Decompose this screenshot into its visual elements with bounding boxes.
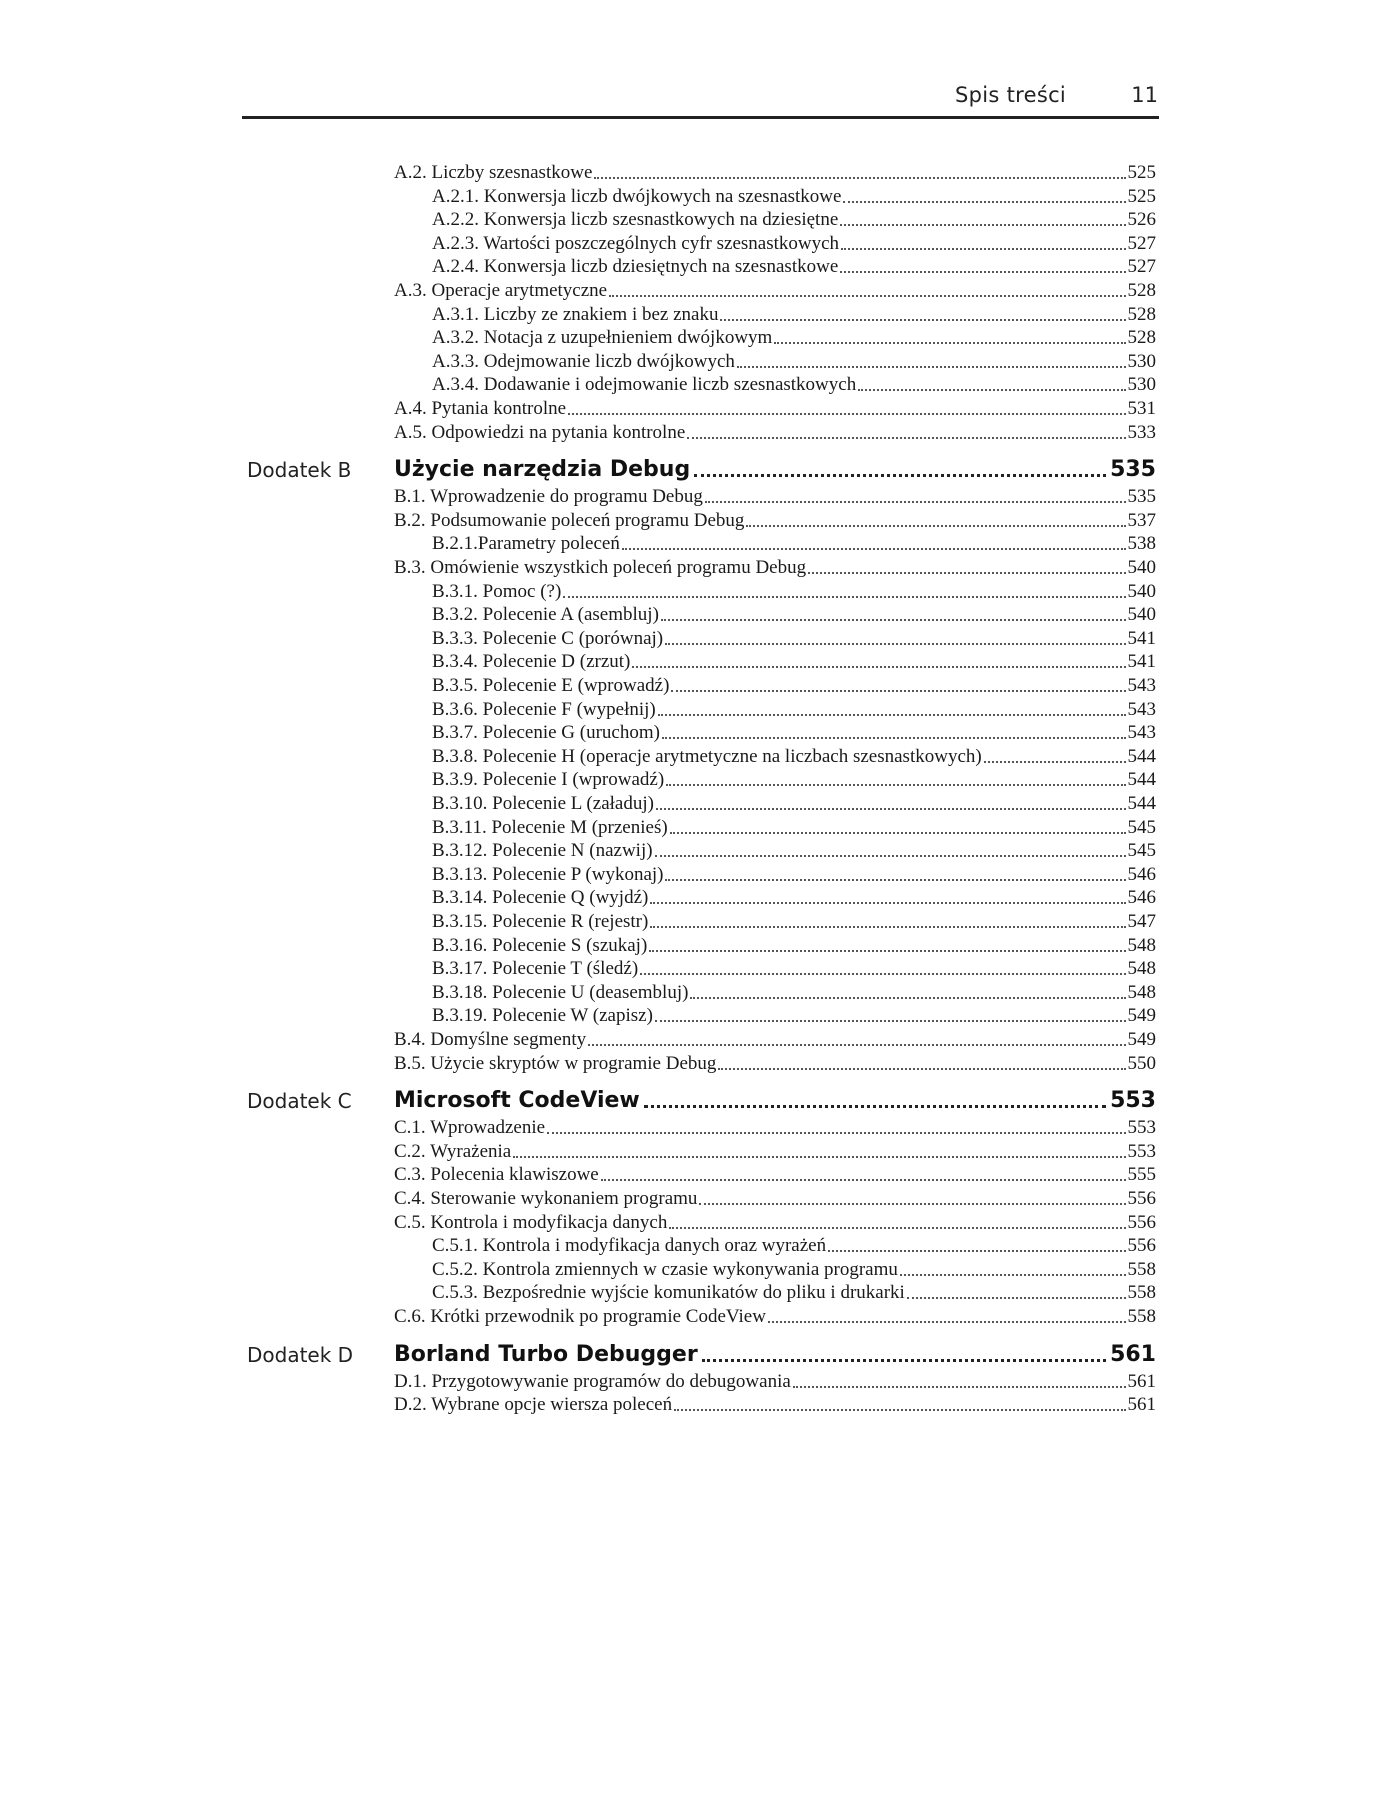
entry-page-number: 528	[1127, 280, 1156, 301]
dot-leader	[840, 271, 1125, 273]
chapter-title: Microsoft CodeView	[394, 1088, 640, 1114]
toc-section-entry[interactable]	[394, 1029, 1156, 1051]
entry-page-number: 540	[1127, 580, 1156, 602]
toc-entry-row	[0, 510, 1400, 532]
dot-leader	[793, 1386, 1126, 1388]
chapter-page-number: 535	[1110, 457, 1156, 483]
entry-page-number: 535	[1127, 486, 1156, 508]
toc-entry-row	[0, 1005, 1400, 1027]
entry-title: B.2.1.Parametry poleceń	[432, 533, 620, 555]
toc-entry-row	[0, 604, 1400, 626]
dot-leader	[720, 319, 1125, 321]
entry-page-number: 528	[1127, 327, 1156, 349]
toc-section-entry[interactable]	[394, 422, 1156, 444]
entry-title: A.2.4. Konwersja liczb dziesiętnych na szesnastkowe	[432, 256, 839, 278]
entry-page-number: 540	[1127, 557, 1156, 578]
entry-page-number: 525	[1127, 185, 1156, 207]
dot-leader	[658, 714, 1126, 716]
entry-page-number: 545	[1127, 816, 1156, 838]
toc-entry-row	[0, 1141, 1400, 1163]
toc-subsection-entry[interactable]	[432, 911, 1156, 933]
dot-leader	[547, 1132, 1125, 1134]
entry-page-number: 547	[1127, 911, 1156, 932]
entry-title: B.3.11. Polecenie M (przenieś)	[432, 816, 668, 838]
toc-entry-row	[0, 557, 1400, 579]
entry-title: C.5.3. Bezpośrednie wyjście komunikatów do pliku i drukarki	[432, 1282, 905, 1304]
dot-leader	[601, 1179, 1126, 1181]
toc-entry-row	[0, 1259, 1400, 1281]
chapter-label: Dodatek D	[247, 1342, 354, 1367]
toc-entry-row	[0, 256, 1400, 278]
toc-subsection-entry[interactable]	[432, 604, 1156, 626]
toc-subsection-entry[interactable]	[432, 233, 1156, 255]
entry-title: A.3.3. Odejmowanie liczb dwójkowych	[432, 350, 735, 372]
dot-leader	[650, 902, 1125, 904]
toc-entry-row	[0, 840, 1400, 862]
entry-page-number: 530	[1127, 374, 1156, 396]
dot-leader	[808, 572, 1125, 574]
toc-chapter-row	[0, 1341, 1400, 1369]
toc-entry-row	[0, 1235, 1400, 1257]
toc-section-entry[interactable]	[394, 486, 1156, 508]
toc-entry-row	[0, 1371, 1400, 1393]
dot-leader	[687, 437, 1125, 439]
entry-title: B.3.6. Polecenie F (wypełnij)	[432, 698, 656, 720]
toc-section-entry[interactable]	[394, 1141, 1156, 1163]
entry-page-number: 538	[1127, 533, 1156, 555]
entry-title: C.5.1. Kontrola i modyfikacja danych oraz wyrażeń	[432, 1235, 827, 1257]
toc-section-entry[interactable]	[394, 280, 1156, 302]
entry-title: C.2. Wyrażenia	[394, 1140, 512, 1162]
entry-page-number: 544	[1127, 745, 1156, 767]
toc-entry-row	[0, 1117, 1400, 1139]
dot-leader	[699, 1203, 1125, 1205]
entry-page-number: 541	[1127, 651, 1156, 673]
entry-page-number: 545	[1127, 840, 1156, 862]
toc-entry-row	[0, 186, 1400, 208]
chapter-title: Użycie narzędzia Debug	[394, 457, 691, 483]
dot-leader	[655, 1020, 1126, 1022]
toc-subsection-entry[interactable]	[432, 304, 1156, 326]
toc-section-entry[interactable]	[394, 510, 1156, 532]
toc-entry-row	[0, 651, 1400, 673]
toc-entry-row	[0, 209, 1400, 231]
entry-page-number: 525	[1127, 162, 1156, 183]
entry-page-number: 543	[1127, 675, 1156, 696]
entry-page-number: 550	[1127, 1052, 1156, 1074]
toc-entry-row	[0, 1394, 1400, 1416]
dot-leader	[984, 761, 1126, 763]
entry-title: B.3.3. Polecenie C (porównaj)	[432, 627, 664, 649]
entry-title: B.3.17. Polecenie T (śledź)	[432, 958, 639, 980]
toc-entry-row	[0, 327, 1400, 349]
dot-leader	[609, 295, 1125, 297]
toc-section-entry[interactable]	[394, 1053, 1156, 1075]
entry-page-number: 556	[1127, 1188, 1156, 1209]
toc-subsection-entry[interactable]	[432, 581, 1156, 603]
dot-leader	[900, 1274, 1126, 1276]
dot-leader	[661, 619, 1126, 621]
entry-title: B.3.4. Polecenie D (zrzut)	[432, 651, 631, 673]
toc-subsection-entry[interactable]	[432, 935, 1156, 957]
toc-entry-row	[0, 1164, 1400, 1186]
entry-title: A.4. Pytania kontrolne	[394, 398, 567, 419]
dot-leader	[690, 997, 1125, 999]
entry-title: C.5. Kontrola i modyfikacja danych	[394, 1211, 668, 1233]
toc-subsection-entry[interactable]	[432, 533, 1156, 555]
dot-leader	[718, 1068, 1125, 1070]
entry-title: B.3. Omówienie wszystkich poleceń programu Debug	[394, 557, 807, 578]
toc-entry-row	[0, 1053, 1400, 1075]
running-header-title: Spis treści	[955, 83, 1067, 107]
entry-page-number: 541	[1127, 627, 1156, 649]
entry-title: A.3. Operacje arytmetyczne	[394, 280, 608, 301]
entry-page-number: 546	[1127, 887, 1156, 909]
dot-leader	[640, 973, 1125, 975]
entry-page-number: 561	[1127, 1370, 1156, 1392]
toc-entry-row	[0, 486, 1400, 508]
dot-leader	[513, 1156, 1125, 1158]
entry-page-number: 556	[1127, 1211, 1156, 1233]
dot-leader	[669, 1227, 1125, 1229]
chapter-label: Dodatek C	[247, 1089, 352, 1114]
entry-title: B.3.2. Polecenie A (asembluj)	[432, 604, 659, 626]
entry-title: C.5.2. Kontrola zmiennych w czasie wykonywania programu	[432, 1258, 898, 1280]
toc-entry-row	[0, 864, 1400, 886]
toc-section-entry[interactable]	[394, 1371, 1156, 1393]
dot-leader	[702, 1359, 1106, 1362]
toc-entry-row	[0, 887, 1400, 909]
entry-title: A.2.1. Konwersja liczb dwójkowych na szesnastkowe	[432, 185, 842, 207]
toc-subsection-entry[interactable]	[432, 982, 1156, 1004]
entry-page-number: 558	[1127, 1306, 1156, 1327]
toc-subsection-entry[interactable]	[432, 1235, 1156, 1257]
entry-title: B.3.13. Polecenie P (wykonaj)	[432, 863, 664, 885]
toc-section-entry[interactable]	[394, 1117, 1156, 1139]
toc-entry-row	[0, 911, 1400, 933]
toc-subsection-entry[interactable]	[432, 628, 1156, 650]
dot-leader	[656, 808, 1126, 810]
entry-title: C.1. Wprowadzenie	[394, 1117, 546, 1139]
toc-entry-row	[0, 304, 1400, 326]
entry-page-number: 548	[1127, 958, 1156, 980]
dot-leader	[563, 596, 1125, 598]
dot-leader	[666, 784, 1125, 786]
toc-entry-row	[0, 746, 1400, 768]
entry-title: B.3.14. Polecenie Q (wyjdź)	[432, 887, 649, 909]
toc-entry-row	[0, 533, 1400, 555]
entry-page-number: 533	[1127, 421, 1156, 443]
toc-entry-row	[0, 581, 1400, 603]
entry-title: D.2. Wybrane opcje wiersza poleceń	[394, 1394, 673, 1416]
entry-page-number: 543	[1127, 698, 1156, 720]
dot-leader	[632, 666, 1125, 668]
toc-subsection-entry[interactable]	[432, 699, 1156, 721]
dot-leader	[644, 1105, 1106, 1108]
toc-section-entry[interactable]	[394, 1188, 1156, 1210]
entry-page-number: 543	[1127, 722, 1156, 744]
dot-leader	[774, 342, 1125, 344]
toc-entry-row	[0, 280, 1400, 302]
entry-title: B.3.9. Polecenie I (wprowadź)	[432, 769, 665, 791]
entry-page-number: 531	[1127, 398, 1156, 419]
toc-section-entry[interactable]	[394, 1212, 1156, 1234]
entry-page-number: 544	[1127, 793, 1156, 814]
entry-page-number: 544	[1127, 769, 1156, 791]
toc-section-entry[interactable]	[394, 1394, 1156, 1416]
toc-entry-row	[0, 628, 1400, 650]
entry-page-number: 553	[1127, 1117, 1156, 1139]
toc-subsection-entry[interactable]	[432, 722, 1156, 744]
toc-subsection-entry[interactable]	[432, 675, 1156, 697]
dot-leader	[841, 248, 1125, 250]
entry-page-number: 527	[1127, 256, 1156, 278]
toc-subsection-entry[interactable]	[432, 351, 1156, 373]
dot-leader	[694, 474, 1106, 477]
entry-title: A.3.4. Dodawanie i odejmowanie liczb szesnastkowych	[432, 374, 857, 396]
toc-subsection-entry[interactable]	[432, 793, 1156, 815]
toc-entry-row	[0, 1282, 1400, 1304]
entry-page-number: 549	[1127, 1029, 1156, 1050]
toc-subsection-entry[interactable]	[432, 1282, 1156, 1304]
entry-page-number: 553	[1127, 1140, 1156, 1162]
entry-title: B.4. Domyślne segmenty	[394, 1029, 587, 1050]
dot-leader	[671, 690, 1125, 692]
toc-entry-row	[0, 1188, 1400, 1210]
dot-leader	[737, 366, 1126, 368]
entry-title: B.2. Podsumowanie poleceń programu Debug	[394, 509, 745, 531]
entry-page-number: 526	[1127, 209, 1156, 231]
dot-leader	[768, 1321, 1126, 1323]
toc-entry-row	[0, 233, 1400, 255]
toc-subsection-entry[interactable]	[432, 1005, 1156, 1027]
entry-page-number: 546	[1127, 863, 1156, 885]
entry-title: B.3.15. Polecenie R (rejestr)	[432, 911, 649, 932]
toc-subsection-entry[interactable]	[432, 374, 1156, 396]
toc-entry-row	[0, 374, 1400, 396]
toc-entry-row	[0, 398, 1400, 420]
toc-entry-row	[0, 1306, 1400, 1328]
toc-chapter-row	[0, 1087, 1400, 1115]
chapter-title-entry[interactable]	[394, 1341, 1156, 1369]
toc-section-entry[interactable]	[394, 162, 1156, 184]
entry-page-number: 537	[1127, 509, 1156, 531]
toc-entry-row	[0, 793, 1400, 815]
entry-page-number: 561	[1127, 1394, 1156, 1416]
toc-entry-row	[0, 935, 1400, 957]
toc-entry-row	[0, 675, 1400, 697]
toc-subsection-entry[interactable]	[432, 769, 1156, 791]
toc-section-entry[interactable]	[394, 1306, 1156, 1328]
toc-subsection-entry[interactable]	[432, 840, 1156, 862]
toc-entry-row	[0, 1212, 1400, 1234]
dot-leader	[665, 643, 1125, 645]
entry-page-number: 558	[1127, 1258, 1156, 1280]
chapter-title: Borland Turbo Debugger	[394, 1341, 698, 1367]
toc-entry-row	[0, 769, 1400, 791]
toc-entry-row	[0, 699, 1400, 721]
entry-title: A.3.2. Notacja z uzupełnieniem dwójkowym	[432, 327, 773, 349]
dot-leader	[649, 950, 1125, 952]
entry-title: B.3.5. Polecenie E (wprowadź)	[432, 675, 670, 696]
toc-entry-row	[0, 422, 1400, 444]
entry-page-number: 548	[1127, 981, 1156, 1003]
toc-subsection-entry[interactable]	[432, 887, 1156, 909]
toc-section-entry[interactable]	[394, 557, 1156, 579]
entry-title: C.4. Sterowanie wykonaniem programu	[394, 1188, 698, 1209]
header-rule	[242, 116, 1159, 119]
entry-title: C.3. Polecenia klawiszowe	[394, 1164, 599, 1186]
entry-title: A.2. Liczby szesnastkowe	[394, 162, 593, 183]
dot-leader	[665, 879, 1125, 881]
toc-subsection-entry[interactable]	[432, 746, 1156, 768]
entry-title: A.2.2. Konwersja liczb szesnastkowych na dziesiętne	[432, 209, 839, 231]
dot-leader	[568, 413, 1125, 415]
entry-title: D.1. Przygotowywanie programów do debugowania	[394, 1370, 791, 1392]
dot-leader	[622, 548, 1126, 550]
dot-leader	[858, 389, 1125, 391]
entry-title: B.3.16. Polecenie S (szukaj)	[432, 934, 648, 956]
entry-title: C.6. Krótki przewodnik po programie CodeView	[394, 1306, 766, 1327]
toc-subsection-entry[interactable]	[432, 864, 1156, 886]
dot-leader	[655, 855, 1126, 857]
entry-page-number: 527	[1127, 232, 1156, 254]
dot-leader	[843, 201, 1125, 203]
entry-title: A.2.3. Wartości poszczególnych cyfr szesnastkowych	[432, 232, 840, 254]
dot-leader	[670, 832, 1126, 834]
entry-page-number: 558	[1127, 1282, 1156, 1304]
toc-chapter-row	[0, 456, 1400, 484]
dot-leader	[662, 737, 1126, 739]
chapter-page-number: 553	[1110, 1088, 1156, 1114]
toc-subsection-entry[interactable]	[432, 327, 1156, 349]
dot-leader	[907, 1297, 1126, 1299]
toc-entry-row	[0, 162, 1400, 184]
page-number: 11	[1131, 83, 1158, 107]
entry-title: B.3.7. Polecenie G (uruchom)	[432, 722, 660, 744]
entry-title: B.3.10. Polecenie L (załaduj)	[432, 793, 654, 814]
toc-section-entry[interactable]	[394, 398, 1156, 420]
dot-leader	[650, 926, 1125, 928]
entry-title: B.3.8. Polecenie H (operacje arytmetyczne na liczbach szesnastkowych)	[432, 745, 982, 767]
entry-page-number: 540	[1127, 604, 1156, 626]
entry-title: B.3.1. Pomoc (?)	[432, 580, 562, 602]
dot-leader	[674, 1409, 1125, 1411]
entry-page-number: 548	[1127, 934, 1156, 956]
entry-title: B.3.18. Polecenie U (deasembluj)	[432, 981, 689, 1003]
toc-entry-row	[0, 958, 1400, 980]
toc-subsection-entry[interactable]	[432, 817, 1156, 839]
toc-subsection-entry[interactable]	[432, 958, 1156, 980]
dot-leader	[594, 177, 1125, 179]
entry-title: B.3.19. Polecenie W (zapisz)	[432, 1005, 653, 1027]
toc-section-entry[interactable]	[394, 1164, 1156, 1186]
toc-subsection-entry[interactable]	[432, 256, 1156, 278]
chapter-title-entry[interactable]	[394, 1087, 1156, 1115]
chapter-title-entry[interactable]	[394, 456, 1156, 484]
entry-page-number: 530	[1127, 350, 1156, 372]
dot-leader	[828, 1250, 1125, 1252]
toc-subsection-entry[interactable]	[432, 651, 1156, 673]
entry-title: B.1. Wprowadzenie do programu Debug	[394, 486, 703, 508]
entry-title: B.5. Użycie skryptów w programie Debug	[394, 1052, 717, 1074]
toc-entry-row	[0, 817, 1400, 839]
toc-entry-row	[0, 722, 1400, 744]
chapter-page-number: 561	[1110, 1341, 1156, 1367]
entry-page-number: 528	[1127, 303, 1156, 325]
dot-leader	[588, 1044, 1125, 1046]
entry-page-number: 555	[1127, 1164, 1156, 1186]
dot-leader	[746, 525, 1125, 527]
toc-entry-row	[0, 982, 1400, 1004]
entry-page-number: 556	[1127, 1235, 1156, 1257]
toc-subsection-entry[interactable]	[432, 1259, 1156, 1281]
entry-title: A.3.1. Liczby ze znakiem i bez znaku	[432, 303, 719, 325]
entry-title: B.3.12. Polecenie N (nazwij)	[432, 840, 653, 862]
toc-subsection-entry[interactable]	[432, 209, 1156, 231]
entry-page-number: 549	[1127, 1005, 1156, 1027]
toc-entry-row	[0, 1029, 1400, 1051]
toc-subsection-entry[interactable]	[432, 186, 1156, 208]
dot-leader	[705, 501, 1126, 503]
chapter-label: Dodatek B	[247, 458, 352, 483]
dot-leader	[840, 224, 1125, 226]
entry-title: A.5. Odpowiedzi na pytania kontrolne	[394, 421, 686, 443]
toc-entry-row	[0, 351, 1400, 373]
